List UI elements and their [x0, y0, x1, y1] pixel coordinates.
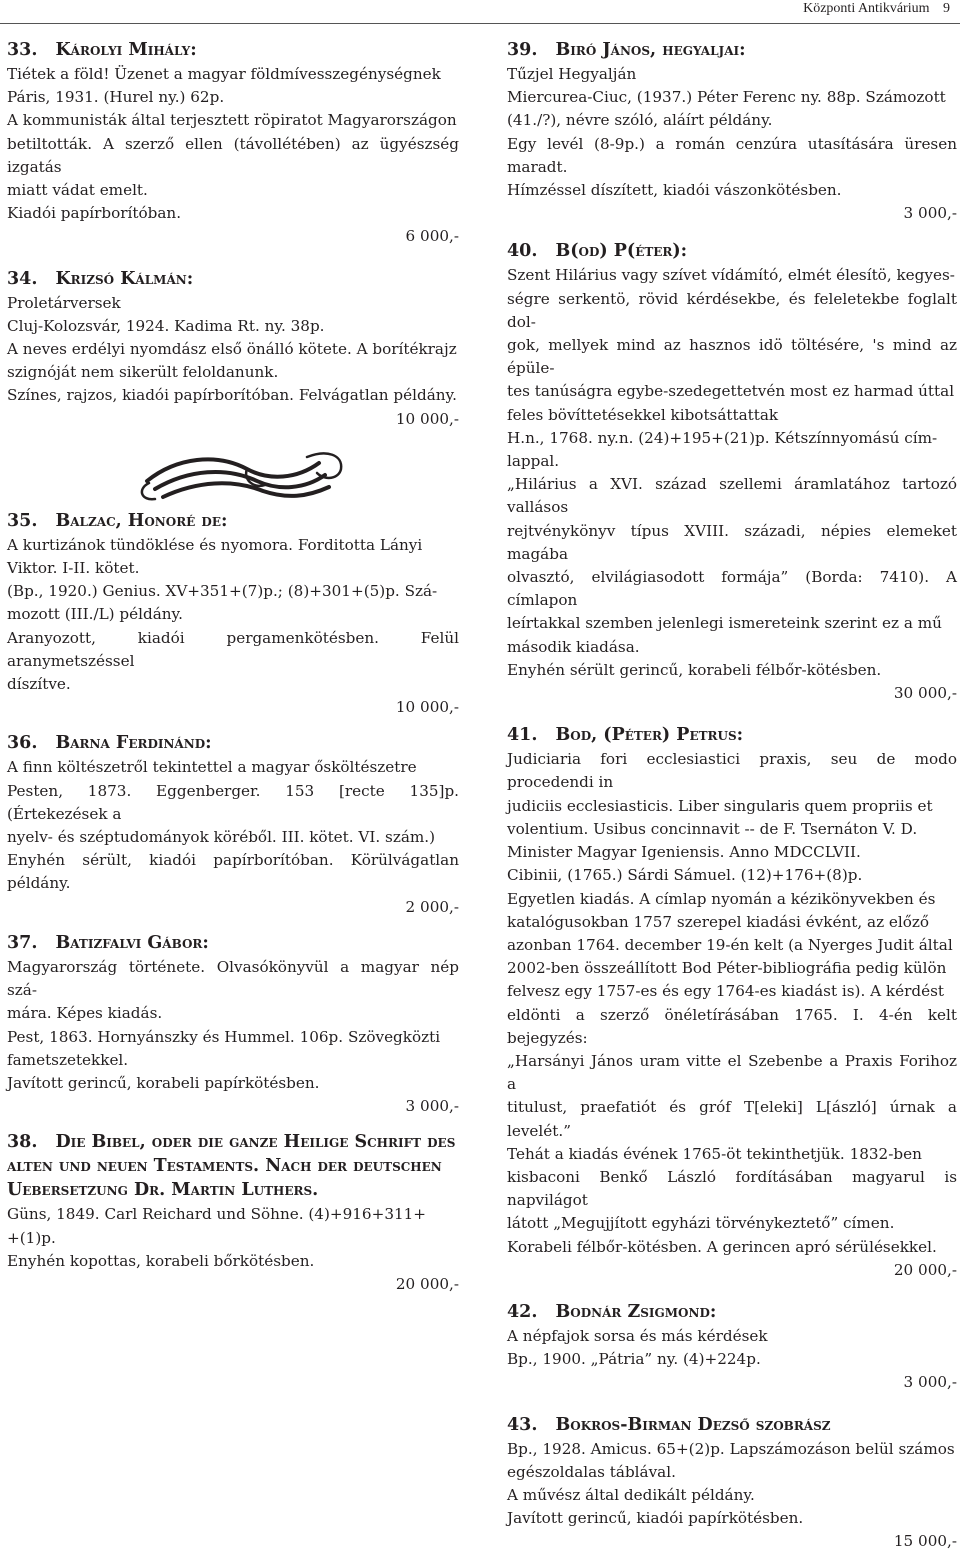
- entry-text-line: Viktor. I-II. kötet.: [7, 559, 140, 578]
- decorative-flourish-icon: [7, 439, 459, 509]
- entry-text-line: azonban 1764. december 19-én kelt (a Nyerges Judit által: [507, 935, 953, 954]
- entry-number: 34.: [7, 268, 38, 289]
- entry-text-line: Egyetlen kiadás. A címlap nyomán a kézikönyvekben és: [507, 889, 936, 908]
- entry-text-line: A kurtizánok tündöklése és nyomora. Forditotta Lányi: [7, 535, 423, 554]
- entry-text-line: Enyhén kopottas, korabeli bőrkötésben.: [7, 1251, 315, 1270]
- entry-number: 37.: [7, 932, 38, 953]
- catalog-entry: [7, 731, 459, 918]
- entry-author-title: Balzac, Honoré de:: [55, 510, 228, 531]
- entry-text-line: ségre serkentö, rövid kérdésekbe, és feleletekbe foglalt dol-: [507, 289, 957, 331]
- catalog-entry: [7, 38, 459, 249]
- entry-text-line: Páris, 1931. (Hurel ny.) 62p.: [7, 88, 225, 107]
- entry-text-line: egészoldalas táblával.: [507, 1462, 676, 1481]
- entry-text-line: Miercurea-Ciuc, (1937.) Péter Ferenc ny. 88p. Számozott: [507, 88, 946, 107]
- entry-number: 40.: [507, 241, 538, 262]
- entry-text-line: Tiétek a föld! Üzenet a magyar földmívesszegénységnek: [7, 65, 441, 83]
- entry-title: [7, 509, 459, 533]
- entry-author-title: Bokros-Birman Dezső szobrász: [555, 1414, 831, 1435]
- right-column: [507, 38, 957, 1554]
- catalog-entry: [507, 38, 957, 225]
- entry-number: 33.: [7, 40, 38, 60]
- header-rule: [0, 23, 960, 24]
- entry-text-line: Egy levél (8-9p.) a román cenzúra utasítására üresen maradt.: [507, 134, 957, 176]
- entry-text-line: Hímzéssel díszített, kiadói vászonkötésben.: [507, 181, 842, 200]
- catalog-entry: [7, 267, 459, 431]
- entry-text-line: Tehát a kiadás évének 1765-öt tekinthetjük. 1832-ben: [507, 1144, 922, 1163]
- entry-text-line: Javított gerincű, korabeli papírkötésben.: [7, 1073, 320, 1092]
- entry-text-line: tes tanúságra egybe-szedegettetvén most ez harmad úttal: [507, 382, 955, 401]
- entry-text-line: lappal.: [507, 452, 560, 471]
- entry-text-line: leírtakkal szemben jelenlegi ismereteink szerint ez a mű: [507, 614, 942, 633]
- entry-number: 35.: [7, 510, 38, 531]
- entry-title: [507, 1300, 957, 1324]
- entry-author-title: Barna Ferdinánd:: [55, 733, 212, 754]
- entry-author-title: Die Bibel, oder die ganze Heilige Schrift des alten und neuen Testaments. Nach der deutschen Uebersetzung Dr. Martin Luthers.: [7, 1132, 456, 1201]
- entry-text-line: olvasztó, elvilágiasodott formája” (Borda: 7410). A címlapon: [507, 568, 957, 610]
- entry-text-line: (Bp., 1920.) Genius. XV+351+(7)p.; (8)+301+(5)p. Szá-: [7, 582, 438, 601]
- entry-text-line: Proletárversek: [7, 293, 121, 312]
- entry-text-line: Bp., 1928. Amicus. 65+(2)p. Lapszámozáson belül számos: [507, 1439, 955, 1458]
- catalog-entry: [7, 1130, 459, 1296]
- entry-price: 20 000,-: [395, 1274, 459, 1293]
- entry-text-line: H.n., 1768. ny.n. (24)+195+(21)p. Kétszínnyomású cím-: [507, 428, 938, 447]
- entry-price: 10 000,-: [395, 409, 459, 428]
- entry-number: 38.: [7, 1132, 38, 1153]
- entry-author-title: Károlyi Mihály:: [55, 40, 197, 60]
- entry-text-line: katalógusokban 1757 szerepel kiadási évként, az előző: [507, 912, 930, 931]
- entry-text-line: Enyhén sérült gerincű, korabeli félbőr-kötésben.: [507, 660, 882, 679]
- entry-title: [7, 731, 459, 755]
- entry-text-line: Enyhén sérült, kiadói papírborítóban. Körülvágatlan példány.: [7, 851, 459, 893]
- entry-text-line: A kommunisták által terjesztett röpiratot Magyarországon: [7, 111, 457, 130]
- catalog-entry: [507, 1300, 957, 1395]
- entry-title: [7, 1130, 459, 1202]
- entry-text-line: gok, mellyek mind az hasznos idö töltésére, 's mind az épüle-: [507, 336, 957, 378]
- left-column: [7, 38, 459, 1296]
- catalog-entry: [7, 509, 459, 720]
- catalog-entry: [507, 723, 957, 1282]
- entry-number: 43.: [507, 1414, 538, 1435]
- entry-text-line: Aranyozott, kiadói pergamenkötésben. Felül aranymetszéssel: [7, 628, 459, 670]
- running-header: [803, 1, 950, 17]
- entry-text-line: volentium. Usibus concinnavit -- de F. Tsernáton V. D.: [507, 819, 918, 838]
- entry-text-line: felvesz egy 1757-es és egy 1764-es kiadást is). A kérdést: [507, 982, 944, 1001]
- entry-author-title: B(od) P(éter):: [555, 241, 688, 262]
- entry-text-line: titulust, praefatiót és gróf T[eleki] L[ászló] úrnak a levelét.”: [507, 1098, 957, 1140]
- entry-text-line: Pest, 1863. Hornyánszky és Hummel. 106p. Szövegközti: [7, 1027, 441, 1046]
- entry-text-line: nyelv- és széptudományok köréből. III. kötet. VI. szám.): [7, 828, 436, 847]
- entry-text-line: látott „Megujjított egyházi törvénykeztető” címen.: [507, 1214, 895, 1233]
- entry-text-line: Pesten, 1873. Eggenberger. 153 [recte 135]p. (Értekezések a: [7, 781, 459, 823]
- entry-text-line: A neves erdélyi nyomdász első önálló kötete. A borítékrajz: [7, 340, 457, 359]
- entry-number: 41.: [507, 725, 538, 746]
- entry-text-line: második kiadása.: [507, 637, 640, 656]
- entry-title: [7, 931, 459, 955]
- entry-title: [507, 38, 957, 62]
- entry-text-line: fametszetekkel.: [7, 1050, 129, 1069]
- entry-text-line: A népfajok sorsa és más kérdések: [507, 1326, 768, 1345]
- entry-text-line: A művész által dedikált példány.: [507, 1485, 755, 1504]
- entry-text-line: miatt vádat emelt.: [7, 181, 148, 200]
- entry-text-line: kisbaconi Benkő László fordításában magyarul is napvilágot: [507, 1167, 957, 1210]
- entry-text-line: Cibinii, (1765.) Sárdi Sámuel. (12)+176+(8)p.: [507, 866, 863, 885]
- entry-text-line: Güns, 1849. Carl Reichard und Söhne. (4)+916+311+: [7, 1205, 427, 1224]
- entry-text-line: Színes, rajzos, kiadói papírborítóban. Felvágatlan példány.: [7, 386, 457, 405]
- entry-text-line: mozott (III./L) példány.: [7, 605, 183, 624]
- entry-text-line: Judiciaria fori ecclesiastici praxis, seu de modo procedendi in: [507, 750, 957, 792]
- entry-author-title: Batizfalvi Gábor:: [55, 932, 209, 953]
- entry-text-line: A finn költészetről tekintettel a magyar ősköltészetre: [7, 758, 417, 777]
- entry-text-line: 2002-ben összeállított Bod Péter-bibliográfia pedig külön: [507, 959, 947, 978]
- entry-price: 15 000,-: [893, 1532, 957, 1551]
- entry-text-line: Kiadói papírborítóban.: [7, 204, 182, 223]
- entry-number: 36.: [7, 733, 38, 754]
- flourish-stroke: [147, 459, 319, 481]
- entry-title: [507, 1413, 957, 1437]
- entry-price: 2 000,-: [405, 897, 459, 916]
- entry-text-line: Magyarország története. Olvasókönyvül a magyar nép szá-: [7, 957, 459, 1000]
- entry-title: [507, 723, 957, 747]
- entry-price: 3 000,-: [903, 204, 957, 223]
- entry-price: 20 000,-: [893, 1260, 957, 1279]
- entry-price: 3 000,-: [405, 1097, 459, 1116]
- entry-number: 42.: [507, 1301, 538, 1322]
- entry-number: 39.: [507, 40, 538, 60]
- catalog-entry: [507, 239, 957, 705]
- entry-author-title: Bodnár Zsigmond:: [555, 1301, 717, 1322]
- entry-author-title: Biró János, hegyaljai:: [555, 40, 746, 60]
- entry-author-title: Bod, (Péter) Petrus:: [555, 725, 744, 746]
- page-number: 9: [943, 1, 950, 16]
- entry-text-line: „Harsányi János uram vitte el Szebenbe a Praxis Forihoz a: [507, 1051, 957, 1094]
- entry-title: [507, 239, 957, 263]
- entry-price: 6 000,-: [405, 227, 459, 246]
- entry-text-line: rejtvénykönyv típus XVIII. századi, népies elemeket magába: [507, 521, 957, 563]
- entry-text-line: szignóját nem sikerült feloldanunk.: [7, 363, 279, 382]
- entry-text-line: díszítve.: [7, 675, 71, 694]
- entry-text-line: (41./?), névre szóló, aláírt példány.: [507, 111, 773, 130]
- entry-text-line: Javított gerincű, kiadói papírkötésben.: [507, 1509, 804, 1528]
- entry-price: 3 000,-: [903, 1373, 957, 1392]
- entry-text-line: betiltották. A szerző ellen (távollétében) az ügyészség izgatás: [7, 134, 459, 176]
- entry-text-line: feles bövíttetésekkel kibotsáttattak: [507, 405, 779, 424]
- entry-text-line: eldönti a szerző önéletírásában 1765. I. 4-én kelt bejegyzés:: [507, 1005, 957, 1047]
- entry-text-line: Minister Magyar Igeniensis. Anno MDCCLVII.: [507, 843, 861, 862]
- running-title: Központi Antikvárium: [803, 1, 930, 16]
- catalog-entry: [7, 931, 459, 1118]
- entry-title: [7, 38, 459, 62]
- entry-text-line: judiciis ecclesiasticis. Liber singularis quem propriis et: [507, 796, 933, 815]
- entry-text-line: „Hilárius a XVI. század szellemi áramlatához tartozó vallásos: [507, 475, 957, 517]
- entry-price: 30 000,-: [893, 684, 957, 703]
- entry-title: [7, 267, 459, 291]
- flourish-stroke: [142, 483, 155, 499]
- entry-text-line: Cluj-Kolozsvár, 1924. Kadima Rt. ny. 38p.: [7, 316, 325, 335]
- entry-author-title: Krizsó Kálmán:: [55, 268, 194, 289]
- catalog-entry: [507, 1413, 957, 1554]
- entry-text-line: +(1)p.: [7, 1228, 56, 1247]
- entry-text-line: Korabeli félbőr-kötésben. A gerincen apró sérülésekkel.: [507, 1237, 937, 1256]
- entry-text-line: Szent Hilárius vagy szívet vídámító, elmét élesítö, kegyes-: [507, 266, 955, 285]
- entry-price: 10 000,-: [395, 698, 459, 717]
- entry-text-line: mára. Képes kiadás.: [7, 1004, 163, 1023]
- entry-text-line: Bp., 1900. „Pátria” ny. (4)+224p.: [507, 1350, 761, 1369]
- entry-text-line: Tűzjel Hegyalján: [507, 65, 637, 83]
